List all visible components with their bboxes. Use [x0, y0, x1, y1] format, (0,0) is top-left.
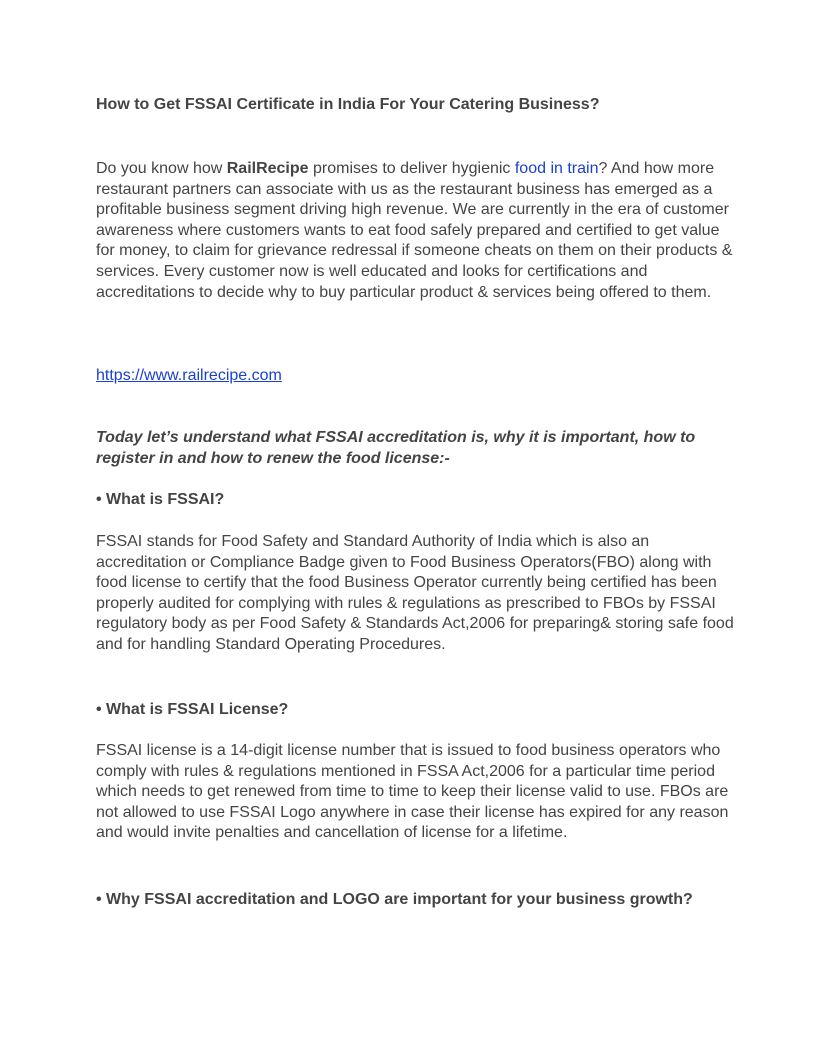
url-paragraph: [96, 366, 736, 387]
brand-name: RailRecipe: [226, 160, 309, 177]
page-title: How to Get FSSAI Certificate in India For Your Catering Business?: [96, 96, 600, 113]
section-heading-what-is-license: • What is FSSAI License?: [96, 701, 289, 718]
intro-text-end: ? And how more restaurant partners can associate with us as the restaurant business has emerged as a profitable business segment driving high revenue. We are currently in the era of customer awareness where customers wants to eat food safely prepared and certified to get value for money, to claim for grievance redressal if someone cheats on them on their products & services. Every customer now is well educated and looks for certifications and accreditations to decide why to buy particular product & services being offered to them.: [96, 160, 733, 301]
section-heading-why-fssai: • Why FSSAI accreditation and LOGO are important for your business growth?: [96, 891, 693, 908]
italic-subheading: Today let’s understand what FSSAI accreditation is, why it is important, how to register in and how to renew the food license:-: [96, 429, 696, 467]
railrecipe-url-link[interactable]: https://www.railrecipe.com: [96, 367, 282, 384]
section-heading-what-is-fssai: • What is FSSAI?: [96, 491, 225, 508]
intro-paragraph: [96, 159, 736, 303]
food-in-train-link[interactable]: food in train: [514, 160, 599, 177]
section-body-what-is-license: FSSAI license is a 14-digit license number that is issued to food business operators who comply with rules & regulations mentioned in FSSA Act,2006 for a particular time period which needs to get renewed from time to time to keep their license valid to use. FBOs are not allowed to use FSSAI Logo anywhere in case their license has expired for any reason and would invite penalties and cancellation of license for a lifetime.: [96, 742, 729, 842]
intro-text-mid: promises to deliver hygienic: [308, 160, 515, 177]
section-body-what-is-fssai: FSSAI stands for Food Safety and Standard Authority of India which is also an accreditation or Compliance Badge given to Food Business Operators(FBO) along with food license to certify that the food Business Operator currently being certified has been properly audited for complying with rules & regulations as prescribed to FBOs by FSSAI regulatory body as per Food Safety & Standards Act,2006 for preparing& storing safe food and for handling Standard Operating Procedures.: [96, 533, 734, 653]
intro-text-start: Do you know how: [96, 160, 227, 177]
